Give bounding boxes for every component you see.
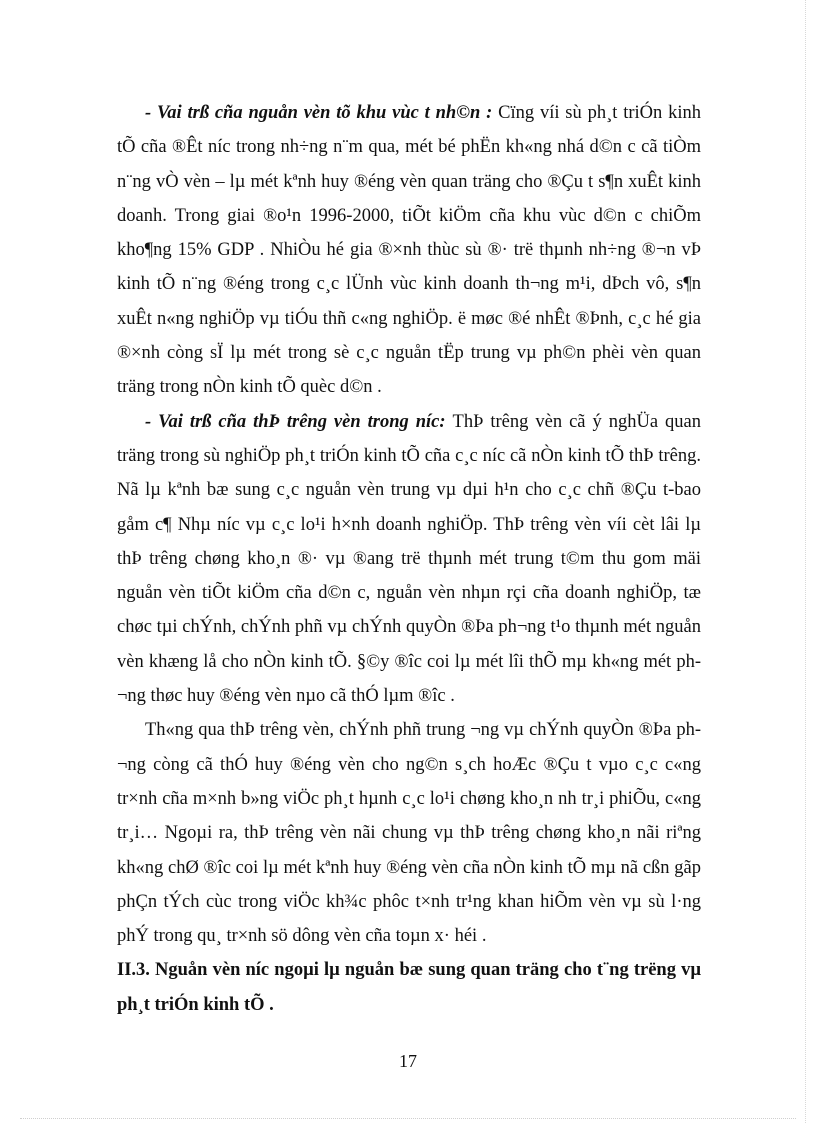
paragraph-capital-market <box>117 405 701 714</box>
section-heading: II.3. Nguån vèn níc ngoµi lµ nguån bæ sung quan träng cho t¨ng trëng vµ ph¸t triÓn kinh tÕ . <box>117 960 701 1015</box>
page-number: 17 <box>399 1051 417 1071</box>
paragraph-text: ThÞ trêng vèn cã ý nghÜa quan träng trong sù nghiÖp ph¸t triÓn kinh tÕ cña c¸c níc cã nÒn kinh tÕ thÞ trêng. Nã lµ kªnh bæ sung c¸c nguån vèn trung vµ dµi h¹n cho c¸c chñ ®Çu t-bao gåm c¶ Nhµ níc vµ c¸c lo¹i h×nh doanh nghiÖp. ThÞ trêng vèn víi cèt lâi lµ thÞ trêng chøng kho¸n ®· vµ ®ang trë thµnh mét trung t©m thu gom mäi nguån vèn tiÕt kiÖm cña d©n c, nguån vèn nhµn rçi cña doanh nghiÖp, tæ chøc tµi chÝnh, chÝnh phñ vµ chÝnh quyÒn ®Þa ph¬ng t¹o thµnh mét nguån vèn khæng lå cho nÒn kinh tÕ. §©y ®îc coi lµ mét lîi thÕ mµ kh«ng mét ph¬ng thøc huy ®éng vèn nµo cã thÓ lµm ®îc . <box>117 411 701 707</box>
paragraph-private-sector <box>117 96 701 405</box>
paragraph-text: Cïng víi sù ph¸t triÓn kinh tÕ cña ®Êt níc trong nh÷ng n¨m qua, mét bé phËn kh«ng nhá d©n c cã tiÒm n¨ng vÒ vèn – lµ mét kªnh huy ®éng vèn quan träng cho ®Çu t s¶n xuÊt kinh doanh. Trong giai ®o¹n 1996-2000, tiÕt kiÖm cña khu vùc d©n c chiÕm kho¶ng 15% GDP . NhiÒu hé gia ®×nh thùc sù ®· trë thµnh nh÷ng ®¬n vÞ kinh tÕ n¨ng ®éng trong c¸c lÜnh vùc kinh doanh th¬ng m¹i, dÞch vô, s¶n xuÊt n«ng nghiÖp vµ tiÓu thñ c«ng nghiÖp. ë møc ®é nhÊt ®Þnh, c¸c hé gia ®×nh còng sÏ lµ mét trong sè c¸c nguån tËp trung vµ ph©n phèi vèn quan träng trong nÒn kinh tÕ quèc d©n . <box>117 103 701 398</box>
page-bottom-rule <box>20 1118 796 1119</box>
paragraph-government-funding <box>117 713 701 953</box>
paragraph-lead: - Vai trß cña thÞ trêng vèn trong níc: <box>145 411 453 432</box>
paragraph-text: Th«ng qua thÞ trêng vèn, chÝnh phñ trung ¬ng vµ chÝnh quyÒn ®Þa ph¬ng còng cã thÓ huy ®éng vèn cho ng©n s¸ch hoÆc ®Çu t vµo c¸c c«ng tr×nh cña m×nh b»ng viÖc ph¸t hµnh c¸c lo¹i chøng kho¸n nh tr¸i phiÕu, c«ng tr¸i… Ngoµi ra, thÞ trêng vèn nãi chung vµ thÞ trêng chøng kho¸n nãi riªng kh«ng chØ ®îc coi lµ mét kªnh huy ®éng vèn cña nÒn kinh tÕ mµ nã cßn gãp phÇn tÝch cùc trong viÖc kh¾c phôc t×nh tr¹ng khan hiÕm vèn vµ sù l·ng phÝ trong qu¸ tr×nh sö dông vèn cña toµn x· héi . <box>117 720 701 947</box>
page-margin-rule <box>805 0 806 1123</box>
body-text <box>117 96 701 1022</box>
paragraph-lead: - Vai trß cña nguån vèn tõ khu vùc t nh©n : <box>145 103 499 123</box>
